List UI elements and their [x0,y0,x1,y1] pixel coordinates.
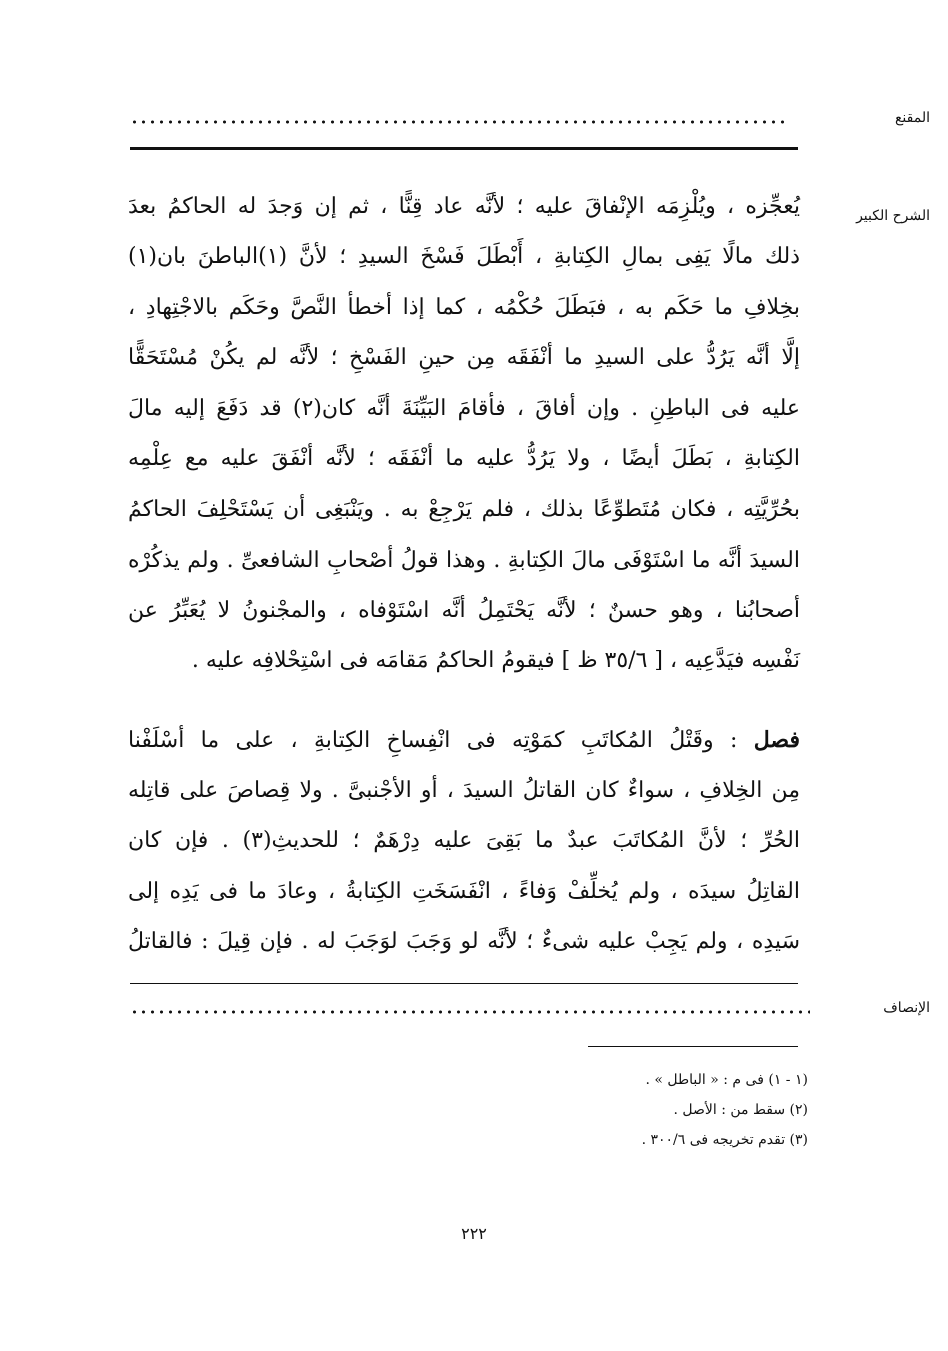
header-dotted-rule [130,120,790,124]
section-heading: فصل [753,727,800,753]
text-line: عليه فى الباطِنِ . وإن أفاقَ ، فأقامَ البَيِّنَةَ أنَّه كان(٢) قد دَفَعَ إليه مالَ [128,396,800,421]
text-line: يُعجِّزه ، ويُلْزِمَه الإنْفاقَ عليه ؛ لأنَّه عاد قِنًّا ، ثم إن وَجدَ له الحاكمُ بعدَ [128,194,800,219]
header-label: المقنع [894,110,930,126]
insaf-dotted-rule [130,1010,810,1014]
insaf-label: الإنصاف [883,1000,930,1016]
text-line: السيدَ أنَّه ما اسْتَوْفَى مالَ الكِتابةِ . وهذا قولُ أصْحابِ الشافعىِّ . ولم يذكُرْه [128,548,800,573]
section-first-line [128,725,800,756]
footnote-1: (١ - ١) فى م : « الباطل » . [645,1072,808,1088]
section-line-text: : وقَتْلُ المُكاتَبِ كمَوْتِه فى انْفِساخِ الكِتابةِ ، على ما أسْلَفْنا [128,728,738,753]
text-line: مِن الخِلافِ ، سواءٌ كان القاتلُ السيدَ ، أو الأجْنبىَّ . ولا قِصاصَ على قاتِله [128,778,800,803]
lower-section-rule [130,983,798,984]
page-number: ٢٢٢ [461,1224,487,1243]
header-thick-rule [130,147,798,150]
main-commentary-label: الشرح الكبير [856,208,930,224]
text-line: نَفْسِه فيَدَّعِيه ، [ ٣٥/٦ ظ ] فيقومُ الحاكمُ مَقامَه فى اسْتِحْلافِه عليه . [191,648,800,673]
text-line: بحُرِّيَّتِه ، فكان مُتَطوِّعًا بذلك ، فلم يَرْجِعْ به . ويَنْبَغِى أن يَسْتَحْلِفَ الحاكمُ [128,497,800,522]
text-line: أصحابُنا ، وهو حسنٌ ؛ لأنَّه يَحْتَمِلُ أنَّه اسْتَوْفاه ، والمجْنونُ لا يُعَبِّرُ عن [128,598,800,623]
text-line: إلَّا أنَّه يَرُدُّ على السيدِ ما أنْفَقَه مِن حينِ الفَسْخِ ؛ لأنَّه لم يكُنْ مُسْتَحَقًّا [128,345,800,370]
text-line: القاتِلُ سيدَه ، ولم يُخلِّفْ وَفاءً ، انْفَسَخَتِ الكِتابةُ ، وعادَ ما فى يَدِه إلى [128,879,800,904]
text-line: الكِتابةِ ، بَطَلَ أيضًا ، ولا يَرُدُّ عليه ما أنْفَقَه ؛ لأنَّه أنْفَقَ عليه مع عِلْمِه [128,446,800,471]
text-line: سَيدِه ، ولم يَجِبْ عليه شىءٌ ؛ لأنَّه لو وَجَبَ لوَجَبَ له . فإن قِيلَ : فالقاتلُ [128,929,800,954]
text-line: ذلك مالًا يَفِى بمالِ الكِتابةِ ، أَبْطَلَ فَسْخَ السيدِ ؛ لأنَّ (١)الباطنَ بان(١) [128,244,801,269]
footnote-3: (٣) تقدم تخريجه فى ٣٠٠/٦ . [641,1132,808,1148]
footnote-rule [588,1046,798,1047]
text-line: بخِلافِ ما حَكَم به ، فبَطَلَ حُكْمُه ، كما إذا أخطأ النَّصَّ وحَكَم بالاجْتِهادِ ، [128,295,800,320]
footnote-2: (٢) سقط من : الأصل . [673,1102,808,1118]
text-line: الحُرِّ ؛ لأنَّ المُكاتَبَ عبدٌ ما بَقِىَ عليه دِرْهَمٌ ؛ للحديثِ(٣) . فإن كان [128,828,801,853]
